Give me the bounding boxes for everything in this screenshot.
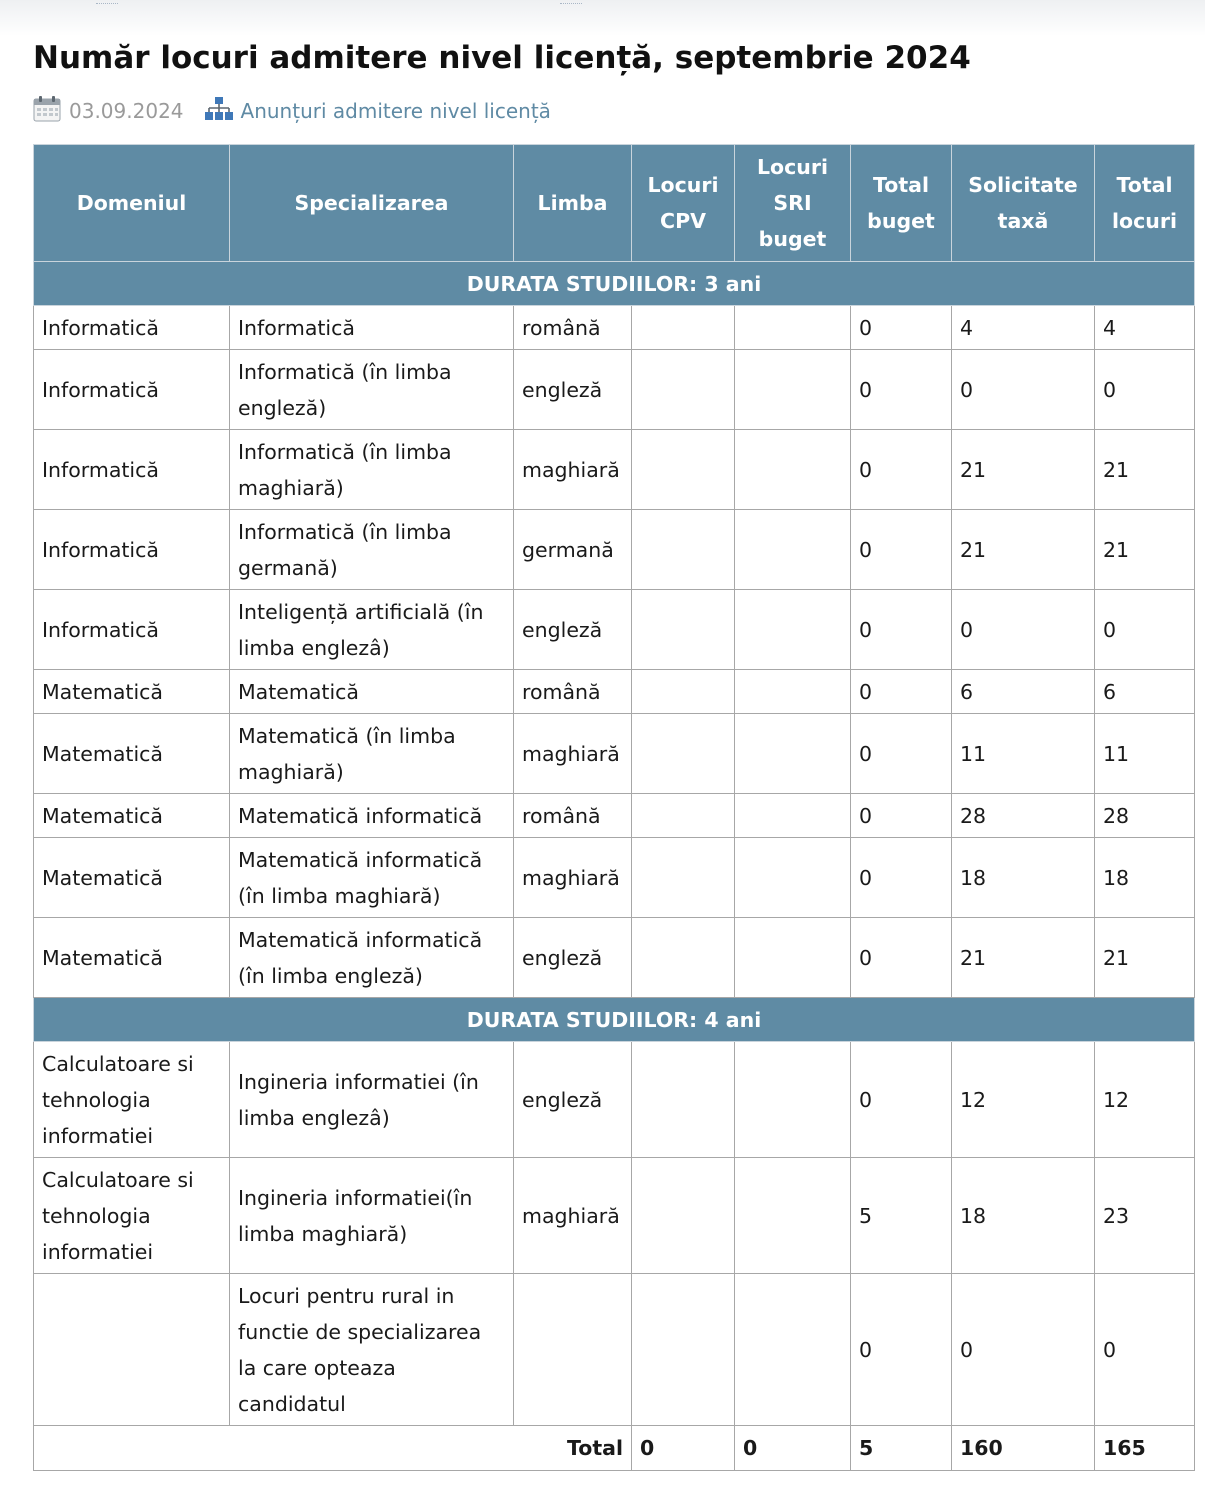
table-row — [34, 918, 1195, 998]
cell-cpv — [632, 794, 735, 838]
total-buget: 5 — [851, 1426, 952, 1471]
cell-domeniu: Matematică — [34, 714, 230, 794]
total-locuri: 165 — [1095, 1426, 1195, 1471]
cell-sri — [735, 670, 851, 714]
table-row — [34, 670, 1195, 714]
cell-limba: engleză — [514, 918, 632, 998]
cell-specializare: Informatică (în limba engleză) — [230, 350, 514, 430]
cell-cpv — [632, 306, 735, 350]
banner-ornament — [560, 0, 582, 4]
cell-buget: 0 — [851, 430, 952, 510]
cell-total: 21 — [1095, 918, 1195, 998]
total-sri: 0 — [735, 1426, 851, 1471]
cell-domeniu: Informatică — [34, 430, 230, 510]
cell-sri — [735, 510, 851, 590]
cell-sri — [735, 1274, 851, 1426]
table-row — [34, 306, 1195, 350]
cell-specializare: Matematică — [230, 670, 514, 714]
sitemap-icon — [205, 96, 233, 127]
cell-cpv — [632, 1274, 735, 1426]
cell-limba: maghiară — [514, 714, 632, 794]
cell-total: 18 — [1095, 838, 1195, 918]
cell-limba: română — [514, 670, 632, 714]
cell-sri — [735, 714, 851, 794]
cell-domeniu: Informatică — [34, 306, 230, 350]
totals-row — [34, 1426, 1195, 1471]
cell-cpv — [632, 430, 735, 510]
cell-limba: engleză — [514, 1042, 632, 1158]
cell-taxa: 0 — [952, 590, 1095, 670]
cell-limba: română — [514, 794, 632, 838]
header-specializare: Specializarea — [230, 145, 514, 262]
cell-total: 21 — [1095, 430, 1195, 510]
cell-buget: 0 — [851, 1042, 952, 1158]
cell-domeniu: Informatică — [34, 510, 230, 590]
total-cpv: 0 — [632, 1426, 735, 1471]
cell-sri — [735, 350, 851, 430]
cell-specializare: Informatică — [230, 306, 514, 350]
cell-buget: 0 — [851, 838, 952, 918]
cell-buget: 0 — [851, 306, 952, 350]
total-taxa: 160 — [952, 1426, 1095, 1471]
cell-buget: 0 — [851, 1274, 952, 1426]
cell-specializare: Inteligență artificială (în limba englezâ) — [230, 590, 514, 670]
cell-taxa: 21 — [952, 430, 1095, 510]
cell-taxa: 18 — [952, 838, 1095, 918]
cell-total: 23 — [1095, 1158, 1195, 1274]
cell-cpv — [632, 714, 735, 794]
header-limba: Limba — [514, 145, 632, 262]
calendar-icon — [33, 96, 61, 127]
cell-buget: 0 — [851, 714, 952, 794]
cell-total: 0 — [1095, 590, 1195, 670]
cell-specializare: Locuri pentru rural in functie de specializarea la care opteaza candidatul — [230, 1274, 514, 1426]
section-row — [34, 262, 1195, 306]
cell-domeniu: Informatică — [34, 590, 230, 670]
cell-domeniu: Calculatoare si tehnologia informatiei — [34, 1042, 230, 1158]
cell-domeniu: Matematică — [34, 838, 230, 918]
banner-ornament — [96, 0, 118, 4]
cell-limba: maghiară — [514, 838, 632, 918]
cell-sri — [735, 430, 851, 510]
cell-domeniu: Matematică — [34, 918, 230, 998]
table-row — [34, 838, 1195, 918]
cell-sri — [735, 838, 851, 918]
cell-taxa: 0 — [952, 350, 1095, 430]
cell-specializare: Informatică (în limba germană) — [230, 510, 514, 590]
cell-limba — [514, 1274, 632, 1426]
table-row — [34, 430, 1195, 510]
cell-total: 0 — [1095, 350, 1195, 430]
section-title: DURATA STUDIILOR: 3 ani — [34, 262, 1195, 306]
cell-limba: maghiară — [514, 430, 632, 510]
table-row — [34, 1042, 1195, 1158]
table-row — [34, 350, 1195, 430]
header-domeniu: Domeniul — [34, 145, 230, 262]
admission-places-table — [33, 144, 1195, 1471]
cell-buget: 0 — [851, 510, 952, 590]
cell-specializare: Matematică informatică — [230, 794, 514, 838]
cell-total: 21 — [1095, 510, 1195, 590]
table-row — [34, 510, 1195, 590]
cell-specializare: Informatică (în limba maghiară) — [230, 430, 514, 510]
cell-cpv — [632, 918, 735, 998]
cell-sri — [735, 306, 851, 350]
cell-buget: 0 — [851, 350, 952, 430]
cell-total: 6 — [1095, 670, 1195, 714]
header-total-locuri: Total locuri — [1095, 145, 1195, 262]
cell-buget: 5 — [851, 1158, 952, 1274]
cell-limba: maghiară — [514, 1158, 632, 1274]
table-header-row — [34, 145, 1195, 262]
table-row — [34, 794, 1195, 838]
cell-sri — [735, 794, 851, 838]
article-meta — [33, 96, 551, 126]
cell-total: 12 — [1095, 1042, 1195, 1158]
cell-taxa: 28 — [952, 794, 1095, 838]
cell-taxa: 0 — [952, 1274, 1095, 1426]
cell-cpv — [632, 590, 735, 670]
publish-date: 03.09.2024 — [69, 99, 184, 123]
cell-limba: engleză — [514, 590, 632, 670]
cell-taxa: 6 — [952, 670, 1095, 714]
cell-taxa: 21 — [952, 510, 1095, 590]
cell-buget: 0 — [851, 918, 952, 998]
cell-specializare: Matematică informatică (în limba engleză) — [230, 918, 514, 998]
section-title: DURATA STUDIILOR: 4 ani — [34, 998, 1195, 1042]
cell-domeniu: Matematică — [34, 670, 230, 714]
cell-cpv — [632, 1158, 735, 1274]
cell-taxa: 18 — [952, 1158, 1095, 1274]
cell-buget: 0 — [851, 590, 952, 670]
cell-buget: 0 — [851, 670, 952, 714]
page-title: Număr locuri admitere nivel licență, septembrie 2024 — [33, 40, 971, 76]
cell-domeniu: Informatică — [34, 350, 230, 430]
table-row — [34, 1274, 1195, 1426]
header-solicitate-taxa: Solicitate taxă — [952, 145, 1095, 262]
cell-sri — [735, 1042, 851, 1158]
cell-taxa: 11 — [952, 714, 1095, 794]
header-locuri-cpv: Locuri CPV — [632, 145, 735, 262]
section-row — [34, 998, 1195, 1042]
cell-domeniu — [34, 1274, 230, 1426]
cell-cpv — [632, 350, 735, 430]
cell-cpv — [632, 838, 735, 918]
cell-specializare: Ingineria informatiei (în limba englezâ) — [230, 1042, 514, 1158]
cell-taxa: 12 — [952, 1042, 1095, 1158]
cell-limba: română — [514, 306, 632, 350]
table-row — [34, 1158, 1195, 1274]
cell-total: 11 — [1095, 714, 1195, 794]
table-row — [34, 590, 1195, 670]
cell-limba: engleză — [514, 350, 632, 430]
cell-taxa: 4 — [952, 306, 1095, 350]
header-locuri-sri-buget: Locuri SRI buget — [735, 145, 851, 262]
cell-cpv — [632, 670, 735, 714]
cell-domeniu: Matematică — [34, 794, 230, 838]
cell-total: 28 — [1095, 794, 1195, 838]
total-label: Total — [34, 1426, 632, 1471]
category-link[interactable]: Anunțuri admitere nivel licență — [240, 99, 551, 123]
table-row — [34, 714, 1195, 794]
cell-sri — [735, 918, 851, 998]
cell-limba: germană — [514, 510, 632, 590]
cell-specializare: Matematică (în limba maghiară) — [230, 714, 514, 794]
cell-specializare: Matematică informatică (în limba maghiară) — [230, 838, 514, 918]
cell-buget: 0 — [851, 794, 952, 838]
header-total-buget: Total buget — [851, 145, 952, 262]
cell-taxa: 21 — [952, 918, 1095, 998]
cell-sri — [735, 1158, 851, 1274]
cell-cpv — [632, 510, 735, 590]
cell-total: 4 — [1095, 306, 1195, 350]
cell-cpv — [632, 1042, 735, 1158]
top-banner-strip — [0, 0, 1205, 36]
cell-total: 0 — [1095, 1274, 1195, 1426]
cell-specializare: Ingineria informatiei(în limba maghiară) — [230, 1158, 514, 1274]
cell-domeniu: Calculatoare si tehnologia informatiei — [34, 1158, 230, 1274]
cell-sri — [735, 590, 851, 670]
